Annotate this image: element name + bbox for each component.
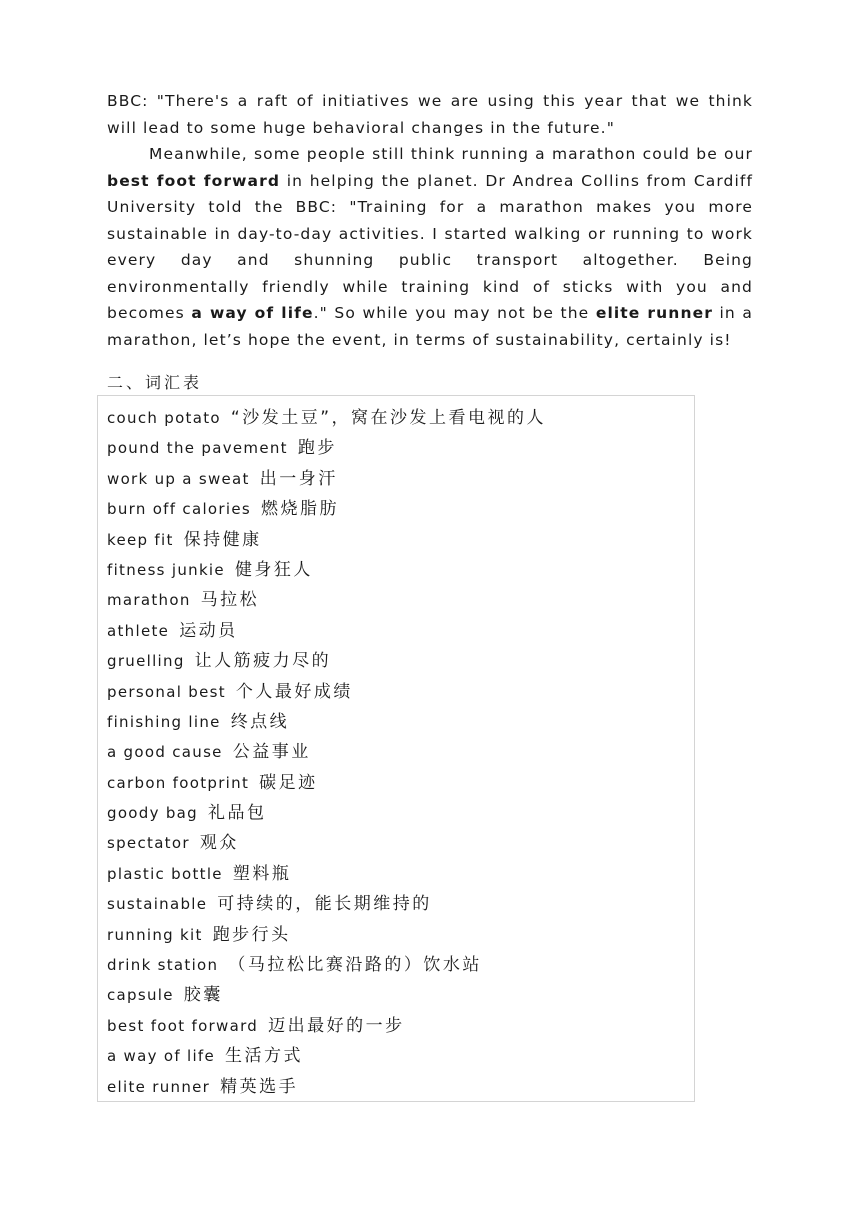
vocab-term: athlete (107, 621, 170, 640)
vocab-meaning: 生活方式 (225, 1046, 304, 1067)
vocab-term: plastic bottle (107, 864, 223, 883)
vocab-term: a good cause (107, 743, 223, 762)
vocab-meaning: 健身狂人 (234, 559, 313, 580)
vocab-row (98, 525, 694, 555)
vocab-row (98, 646, 694, 676)
vocab-row (98, 920, 694, 950)
vocab-row (98, 980, 694, 1010)
vocab-term: burn off calories (107, 500, 251, 519)
bold-phrase-best-foot-forward: best foot forward (107, 171, 281, 190)
vocab-row (98, 889, 694, 919)
paragraph-text: in a marathon, let’s hope the event, in terms of sustainability, certainly is! (107, 304, 753, 349)
vocab-meaning: 让人筋疲力尽的 (194, 651, 332, 672)
vocab-meaning: 出一身汗 (259, 468, 338, 489)
vocab-row (98, 1072, 694, 1102)
vocab-meaning: 观众 (199, 833, 239, 854)
article-paragraph-2 (107, 141, 753, 353)
vocab-row (98, 464, 694, 494)
vocab-row (98, 403, 694, 433)
vocab-row (98, 585, 694, 615)
vocabulary-section-heading: 二、词汇表 (107, 373, 203, 392)
paragraph-text: in helping the planet. Dr Andrea Collins from Cardiff University told the BBC: "Training for a marathon makes you more sustainable in day-to-day activities. I started walking or running to work every day and shunning public transport altogether. Being environmentally friendly while training kind of sticks with you and becomes (107, 171, 753, 322)
vocab-term: sustainable (107, 895, 208, 914)
vocab-meaning: 礼品包 (207, 803, 267, 824)
vocab-term: fitness junkie (107, 560, 225, 579)
bold-phrase-elite-runner: elite runner (595, 304, 713, 322)
vocab-row (98, 798, 694, 828)
article-body (107, 88, 753, 353)
vocab-meaning: “沙发土豆”，窝在沙发上看电视的人 (230, 408, 547, 428)
vocab-meaning: 个人最好成绩 (235, 681, 353, 702)
vocab-row (98, 707, 694, 737)
vocab-term: best foot forward (107, 1016, 259, 1035)
vocab-row (98, 768, 694, 798)
vocab-meaning: 燃烧脂肪 (260, 499, 339, 520)
paragraph-text: BBC: "There's a raft of initiatives we are using this year that we think will lead to some huge behavioral changes in the future." (107, 92, 753, 137)
vocab-term: goody bag (107, 804, 198, 823)
vocab-row (98, 677, 694, 707)
vocab-row (98, 859, 694, 889)
vocab-term: work up a sweat (107, 469, 250, 488)
vocab-term: personal best (107, 682, 226, 701)
vocab-meaning: 迈出最好的一步 (268, 1015, 405, 1036)
vocab-meaning: 胶囊 (183, 985, 223, 1006)
vocab-meaning: 保持健康 (183, 529, 262, 550)
vocab-meaning: 碳足迹 (259, 772, 318, 793)
vocab-meaning: 终点线 (230, 711, 290, 732)
paragraph-text: ." So while you may not be the (313, 304, 596, 322)
vocab-term: capsule (107, 986, 174, 1005)
vocab-term: keep fit (107, 530, 174, 549)
vocab-meaning: 塑料瓶 (232, 863, 292, 884)
vocab-row (98, 1041, 694, 1071)
vocab-term: pound the pavement (107, 439, 288, 458)
vocab-meaning: 公益事业 (232, 742, 311, 763)
vocab-row (98, 433, 694, 463)
vocab-meaning: 跑步 (297, 438, 337, 459)
vocab-row (98, 555, 694, 585)
article-paragraph-1 (107, 88, 753, 141)
vocab-term: spectator (107, 834, 190, 853)
vocab-term: running kit (107, 925, 203, 944)
vocab-row (98, 1011, 694, 1041)
vocab-row (98, 737, 694, 767)
vocab-term: drink station (107, 956, 219, 975)
vocab-meaning: 运动员 (179, 620, 238, 641)
paragraph-text: Meanwhile, some people still think running a marathon could be our (149, 145, 753, 163)
vocab-term: couch potato (107, 409, 221, 427)
vocab-term: carbon footprint (107, 773, 250, 792)
vocab-term: gruelling (107, 652, 185, 671)
vocab-row (98, 950, 694, 980)
vocab-row (98, 828, 694, 858)
vocab-row (98, 616, 694, 646)
vocab-meaning: 跑步行头 (212, 924, 291, 945)
vocab-term: a way of life (107, 1047, 216, 1066)
vocab-term: elite runner (107, 1077, 211, 1096)
vocab-term: finishing line (107, 712, 221, 731)
vocab-meaning: 马拉松 (200, 590, 260, 611)
vocab-meaning: 精英选手 (220, 1076, 299, 1097)
vocabulary-table (97, 395, 695, 1102)
vocab-term: marathon (107, 591, 191, 610)
vocab-meaning: （马拉松比赛沿路的）饮水站 (228, 955, 482, 976)
vocab-row (98, 494, 694, 524)
bold-phrase-a-way-of-life: a way of life (191, 304, 314, 322)
vocab-meaning: 可持续的，能长期维持的 (217, 894, 432, 915)
